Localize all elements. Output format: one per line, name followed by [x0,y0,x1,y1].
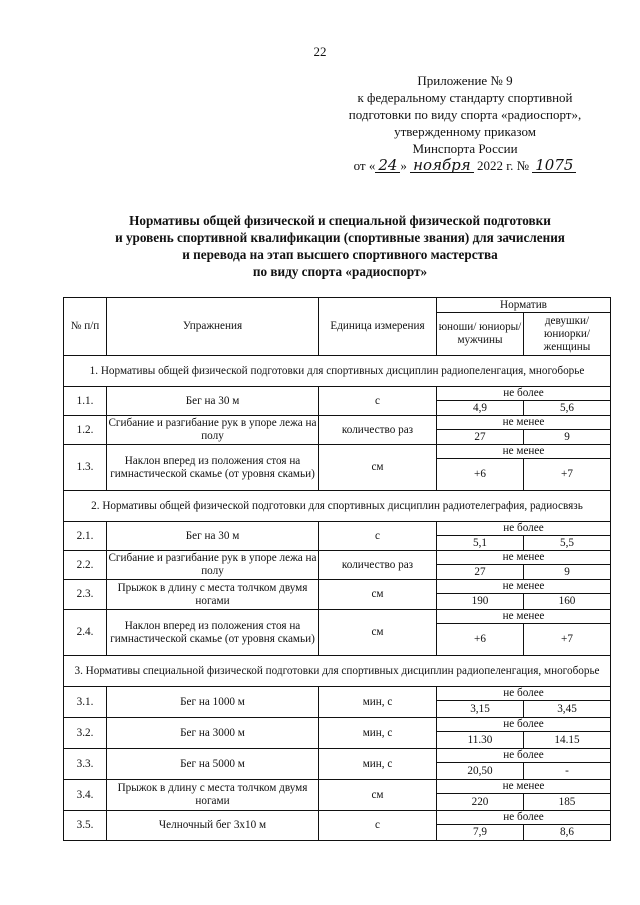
value-female: 5,5 [524,536,611,551]
row-direction: не менее [437,610,611,624]
header-female: девушки/ юниорки/ женщины [524,313,611,356]
row-unit: мин, с [319,749,437,780]
row-exercise: Сгибание и разгибание рук в упоре лежа на полу [107,416,319,445]
row-number: 2.1. [64,522,107,551]
title-line: по виду спорта «радиоспорт» [252,264,428,279]
section-title: 2. Нормативы общей физической подготовки для спортивных дисциплин радиотелеграфия, радиосвязь [64,491,611,522]
value-male: 3,15 [437,701,524,718]
row-exercise: Бег на 5000 м [107,749,319,780]
row-exercise: Бег на 30 м [107,522,319,551]
row-direction: не менее [437,445,611,459]
table-row [64,780,611,794]
appendix-line: Минспорта России [412,141,518,156]
value-female: 160 [524,594,611,610]
value-female: 9 [524,430,611,445]
row-unit: см [319,580,437,610]
value-male: 7,9 [437,825,524,841]
header-row [64,298,611,313]
order-month: ноября [410,158,474,173]
row-exercise: Челночный бег 3х10 м [107,811,319,841]
title-line: и уровень спортивной квалификации (спортивные звания) для зачисления [115,230,565,245]
table-row [64,522,611,536]
title-line: Нормативы общей физической и специальной физической подготовки [129,213,551,228]
row-unit: с [319,387,437,416]
row-number: 3.2. [64,718,107,749]
page-number: 22 [313,44,327,59]
row-unit: см [319,610,437,656]
appendix-line: к федеральному стандарту спортивной [357,90,573,105]
row-unit: мин, с [319,687,437,718]
row-number: 1.3. [64,445,107,491]
order-date-line [300,157,630,174]
value-female: - [524,763,611,780]
appendix-line: Приложение № 9 [417,73,513,88]
date-day-close: » [400,158,407,173]
row-number: 3.5. [64,811,107,841]
row-number: 3.4. [64,780,107,811]
row-number: 2.4. [64,610,107,656]
row-exercise: Прыжок в длину с места толчком двумя ногами [107,580,319,610]
row-exercise: Наклон вперед из положения стоя на гимнастической скамье (от уровня скамьи) [107,445,319,491]
section-row [64,356,611,387]
row-unit: с [319,811,437,841]
table-row [64,749,611,763]
row-unit: с [319,522,437,551]
title-line: и перевода на этап высшего спортивного мастерства [182,247,498,262]
value-male: 190 [437,594,524,610]
value-male: 27 [437,430,524,445]
row-number: 2.2. [64,551,107,580]
section-row [64,491,611,522]
section-title: 1. Нормативы общей физической подготовки для спортивных дисциплин радиопеленгация, многоборье [64,356,611,387]
row-exercise: Бег на 30 м [107,387,319,416]
table-row [64,387,611,401]
norms-table [63,297,611,841]
section-row [64,656,611,687]
table-row [64,610,611,624]
row-direction: не более [437,522,611,536]
order-number: 1075 [532,158,576,173]
row-direction: не более [437,387,611,401]
table-row [64,687,611,701]
row-number: 1.2. [64,416,107,445]
value-female: 185 [524,794,611,811]
order-day: 24 [375,158,400,173]
value-male: 27 [437,565,524,580]
header-norm: Норматив [437,298,611,313]
value-female: 14.15 [524,732,611,749]
row-direction: не менее [437,580,611,594]
row-direction: не более [437,718,611,732]
row-exercise: Прыжок в длину с места толчком двумя ногами [107,780,319,811]
row-unit: см [319,780,437,811]
row-direction: не менее [437,780,611,794]
table-row [64,551,611,565]
value-male: 5,1 [437,536,524,551]
row-direction: не менее [437,551,611,565]
row-number: 2.3. [64,580,107,610]
value-male: 4,9 [437,401,524,416]
value-female: +7 [524,459,611,491]
appendix-line: подготовки по виду спорта «радиоспорт», [348,107,582,122]
appendix-line: утвержденному приказом [394,124,536,139]
table-row [64,718,611,732]
row-unit: количество раз [319,551,437,580]
value-male: 11.30 [437,732,524,749]
header-male: юноши/ юниоры/ мужчины [437,313,524,356]
row-number: 3.3. [64,749,107,780]
header-unit: Единица измерения [319,298,437,356]
row-unit: мин, с [319,718,437,749]
header-exercise: Упражнения [107,298,319,356]
value-female: 3,45 [524,701,611,718]
document-title [40,212,640,280]
value-male: +6 [437,459,524,491]
value-male: 20,50 [437,763,524,780]
appendix-block [300,72,630,174]
row-exercise: Наклон вперед из положения стоя на гимнастической скамье (от уровня скамьи) [107,610,319,656]
table-row [64,580,611,594]
value-male: 220 [437,794,524,811]
value-female: +7 [524,624,611,656]
row-direction: не более [437,749,611,763]
table-row [64,811,611,825]
row-unit: количество раз [319,416,437,445]
value-female: 9 [524,565,611,580]
date-prefix: от « [353,158,376,173]
row-direction: не более [437,687,611,701]
table-row [64,445,611,459]
norms-table-body [64,298,611,841]
section-title: 3. Нормативы специальной физической подготовки для спортивных дисциплин радиопеленгация, многоборье [64,656,611,687]
row-direction: не менее [437,416,611,430]
order-year: 2022 г. № [476,158,529,173]
row-unit: см [319,445,437,491]
row-number: 1.1. [64,387,107,416]
value-female: 5,6 [524,401,611,416]
row-exercise: Бег на 3000 м [107,718,319,749]
row-number: 3.1. [64,687,107,718]
row-exercise: Сгибание и разгибание рук в упоре лежа на полу [107,551,319,580]
value-female: 8,6 [524,825,611,841]
row-exercise: Бег на 1000 м [107,687,319,718]
header-num: № п/п [64,298,107,356]
row-direction: не более [437,811,611,825]
value-male: +6 [437,624,524,656]
table-row [64,416,611,430]
